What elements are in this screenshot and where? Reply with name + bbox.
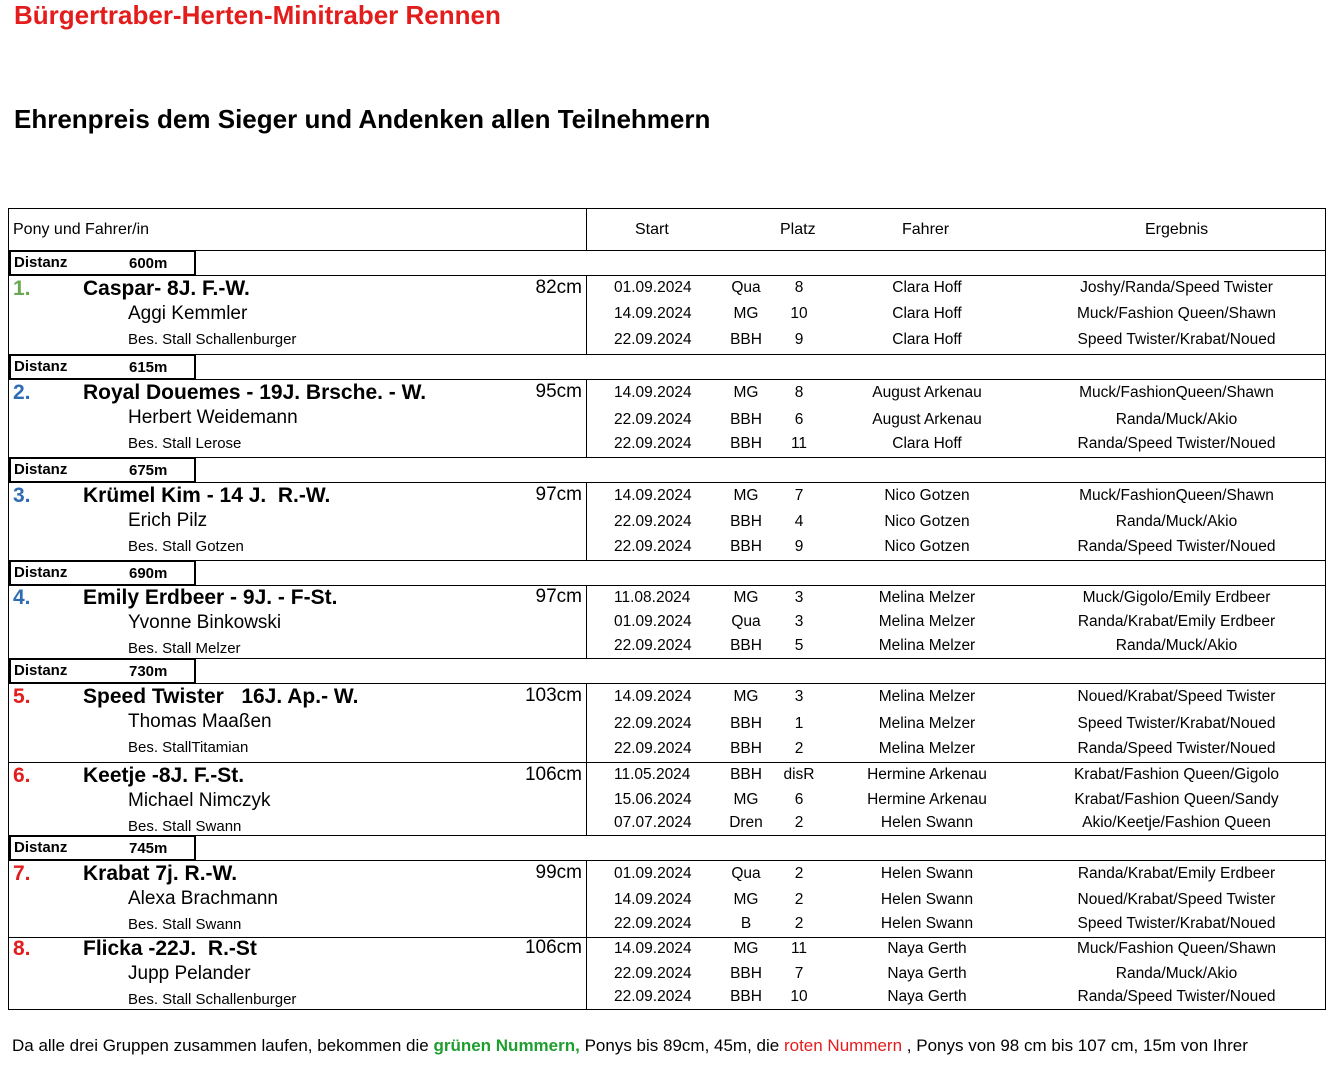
distance-row <box>9 658 1325 684</box>
race-type: BBH <box>730 740 762 757</box>
race-type: MG <box>733 688 759 705</box>
race-date: 07.07.2024 <box>614 814 692 831</box>
distance-label: Distanz <box>14 564 68 581</box>
rank-number: 7. <box>13 862 31 885</box>
distance-row <box>9 457 1325 483</box>
race-type: Qua <box>731 613 761 630</box>
race-type: BBH <box>730 715 762 732</box>
race-type: B <box>740 915 752 932</box>
results-table <box>8 208 1326 1010</box>
race-driver: Naya Gerth <box>887 988 967 1005</box>
race-date: 01.09.2024 <box>614 279 692 296</box>
race-result: Speed Twister/Krabat/Noued <box>1077 915 1276 932</box>
race-result: Randa/Muck/Akio <box>1115 965 1238 982</box>
race-date: 15.06.2024 <box>614 791 692 808</box>
race-driver: Clara Hoff <box>892 305 962 322</box>
race-driver: Nico Gotzen <box>884 513 970 530</box>
distance-label: Distanz <box>14 461 68 478</box>
race-place: 11 <box>790 940 808 957</box>
rank-number: 6. <box>13 764 31 787</box>
race-type: BBH <box>730 637 762 654</box>
race-date: 14.09.2024 <box>614 940 692 957</box>
horse-driver: Erich Pilz <box>128 510 208 531</box>
distance-box <box>9 250 196 276</box>
race-place: 3 <box>794 613 804 630</box>
race-date: 22.09.2024 <box>614 538 692 555</box>
race-result: Noued/Krabat/Speed Twister <box>1077 891 1276 908</box>
race-place: 2 <box>794 814 804 831</box>
horse-height: 95cm <box>535 381 582 402</box>
document-subtitle: Ehrenpreis dem Sieger und Andenken allen Teilnehmern <box>14 104 711 134</box>
horse-driver: Herbert Weidemann <box>128 407 298 428</box>
footer-text-2: Ponys bis 89cm, 45m, die <box>579 1036 784 1055</box>
distance-box <box>9 560 196 586</box>
race-result: Randa/Krabat/Emily Erdbeer <box>1077 865 1276 882</box>
footer-text-1: Da alle drei Gruppen zusammen laufen, bekommen die <box>12 1036 434 1055</box>
group-separator <box>9 762 1325 763</box>
race-place: 2 <box>794 915 804 932</box>
race-driver: Clara Hoff <box>892 331 962 348</box>
race-driver: Nico Gotzen <box>884 487 970 504</box>
distance-row <box>9 835 1325 861</box>
horse-name: Keetje -8J. F.-St. <box>83 764 245 787</box>
row-separator <box>9 354 1325 355</box>
horse-owner: Bes. Stall Melzer <box>128 640 241 657</box>
race-result: Randa/Speed Twister/Noued <box>1077 435 1276 452</box>
race-driver: Helen Swann <box>880 891 974 908</box>
race-date: 14.09.2024 <box>614 487 692 504</box>
horse-name: Speed Twister 16J. Ap.- W. <box>83 685 359 708</box>
horse-name: Royal Douemes - 19J. Brsche. - W. <box>83 381 427 404</box>
horse-height: 106cm <box>524 937 582 958</box>
distance-label: Distanz <box>14 839 68 856</box>
horse-name: Krabat 7j. R.-W. <box>83 862 238 885</box>
race-place: 6 <box>794 791 804 808</box>
race-type: Dren <box>729 814 763 831</box>
distance-box <box>9 835 196 861</box>
race-result: Krabat/Fashion Queen/Gigolo <box>1073 766 1280 783</box>
horse-owner: Bes. Stall Gotzen <box>128 538 244 555</box>
race-type: BBH <box>730 411 762 428</box>
race-type: BBH <box>730 988 762 1005</box>
horse-height: 99cm <box>535 862 582 883</box>
distance-value: 745m <box>129 840 168 857</box>
race-type: BBH <box>730 513 762 530</box>
distance-label: Distanz <box>14 254 68 271</box>
race-driver: Hermine Arkenau <box>867 766 987 783</box>
race-date: 22.09.2024 <box>614 715 692 732</box>
horse-owner: Bes. Stall Schallenburger <box>128 991 297 1008</box>
horse-name: Caspar- 8J. F.-W. <box>83 277 250 300</box>
header-start: Start <box>635 221 669 238</box>
race-date: 14.09.2024 <box>614 688 692 705</box>
distance-value: 690m <box>129 565 168 582</box>
race-place: disR <box>783 766 815 783</box>
race-type: Qua <box>731 279 761 296</box>
horse-driver: Alexa Brachmann <box>128 888 278 909</box>
race-place: 11 <box>790 435 808 452</box>
distance-value: 730m <box>129 663 168 680</box>
horse-name: Emily Erdbeer - 9J. - F-St. <box>83 586 338 609</box>
horse-owner: Bes. Stall Lerose <box>128 435 242 452</box>
distance-row <box>9 250 1325 276</box>
race-date: 22.09.2024 <box>614 988 692 1005</box>
race-result: Randa/Speed Twister/Noued <box>1077 988 1276 1005</box>
race-driver: Helen Swann <box>880 915 974 932</box>
horse-driver: Jupp Pelander <box>128 963 251 984</box>
race-result: Muck/FashionQueen/Shawn <box>1079 384 1274 401</box>
race-date: 22.09.2024 <box>614 513 692 530</box>
horse-driver: Michael Nimczyk <box>128 790 271 811</box>
race-driver: Clara Hoff <box>892 279 962 296</box>
race-driver: Melina Melzer <box>878 589 976 606</box>
race-result: Randa/Muck/Akio <box>1115 513 1238 530</box>
distance-value: 675m <box>129 462 168 479</box>
race-place: 2 <box>794 891 804 908</box>
race-driver: Naya Gerth <box>887 965 967 982</box>
horse-height: 106cm <box>524 764 582 785</box>
race-place: 2 <box>794 865 804 882</box>
document-title: Bürgertraber-Herten-Minitraber Rennen <box>14 0 501 30</box>
race-type: MG <box>733 487 759 504</box>
race-result: Randa/Muck/Akio <box>1115 637 1238 654</box>
race-result: Muck/Fashion Queen/Shawn <box>1076 940 1277 957</box>
rank-number: 2. <box>13 381 31 404</box>
row-separator <box>9 658 1325 659</box>
race-type: BBH <box>730 435 762 452</box>
race-type: MG <box>733 940 759 957</box>
distance-row <box>9 560 1325 586</box>
header-ergebnis: Ergebnis <box>1145 221 1209 238</box>
race-result: Muck/FashionQueen/Shawn <box>1079 487 1274 504</box>
race-date: 14.09.2024 <box>614 384 692 401</box>
row-separator <box>9 560 1325 561</box>
race-place: 3 <box>794 589 804 606</box>
race-result: Randa/Speed Twister/Noued <box>1077 740 1276 757</box>
horse-driver: Thomas Maaßen <box>128 711 272 732</box>
race-driver: Melina Melzer <box>878 613 976 630</box>
race-driver: Helen Swann <box>880 865 974 882</box>
race-date: 22.09.2024 <box>614 637 692 654</box>
race-date: 22.09.2024 <box>614 965 692 982</box>
horse-name: Krümel Kim - 14 J. R.-W. <box>83 484 331 507</box>
race-date: 22.09.2024 <box>614 915 692 932</box>
race-result: Randa/Krabat/Emily Erdbeer <box>1077 613 1276 630</box>
race-result: Speed Twister/Krabat/Noued <box>1077 331 1276 348</box>
distance-label: Distanz <box>14 358 68 375</box>
race-date: 22.09.2024 <box>614 435 692 452</box>
race-driver: Hermine Arkenau <box>867 791 987 808</box>
race-place: 3 <box>794 688 804 705</box>
distance-row <box>9 354 1325 380</box>
header-pony: Pony und Fahrer/in <box>13 221 150 238</box>
race-date: 22.09.2024 <box>614 411 692 428</box>
horse-owner: Bes. Stall Swann <box>128 818 242 835</box>
race-place: 4 <box>794 513 804 530</box>
race-type: BBH <box>730 331 762 348</box>
row-separator <box>9 457 1325 458</box>
rank-number: 8. <box>13 937 31 960</box>
race-place: 10 <box>790 305 808 322</box>
race-place: 2 <box>794 740 804 757</box>
horse-owner: Bes. StallTitamian <box>128 739 249 756</box>
race-result: Noued/Krabat/Speed Twister <box>1077 688 1276 705</box>
race-date: 22.09.2024 <box>614 740 692 757</box>
horse-owner: Bes. Stall Schallenburger <box>128 331 297 348</box>
race-place: 8 <box>794 384 804 401</box>
rank-number: 3. <box>13 484 31 507</box>
race-driver: Helen Swann <box>880 814 974 831</box>
rank-number: 1. <box>13 277 31 300</box>
race-result: Joshy/Randa/Speed Twister <box>1080 279 1273 296</box>
race-driver: Melina Melzer <box>878 688 976 705</box>
race-place: 9 <box>794 331 804 348</box>
distance-box <box>9 457 196 483</box>
table-header <box>9 209 1325 251</box>
race-result: Akio/Keetje/Fashion Queen <box>1082 814 1271 831</box>
horse-height: 97cm <box>535 484 582 505</box>
race-type: BBH <box>730 538 762 555</box>
race-place: 6 <box>794 411 804 428</box>
horse-driver: Yvonne Binkowski <box>128 612 282 633</box>
race-date: 14.09.2024 <box>614 305 692 322</box>
distance-box <box>9 658 196 684</box>
distance-value: 600m <box>129 255 168 272</box>
horse-height: 97cm <box>535 586 582 607</box>
race-driver: Naya Gerth <box>887 940 967 957</box>
race-date: 01.09.2024 <box>614 865 692 882</box>
race-result: Muck/Fashion Queen/Shawn <box>1076 305 1277 322</box>
footer-note <box>12 1036 1248 1056</box>
rank-number: 5. <box>13 685 31 708</box>
race-type: MG <box>733 305 759 322</box>
race-type: Qua <box>731 865 761 882</box>
rank-number: 4. <box>13 586 31 609</box>
distance-value: 615m <box>129 359 168 376</box>
race-place: 9 <box>794 538 804 555</box>
race-type: BBH <box>730 965 762 982</box>
horse-height: 103cm <box>524 685 582 706</box>
race-type: MG <box>733 791 759 808</box>
distance-label: Distanz <box>14 662 68 679</box>
race-result: Randa/Muck/Akio <box>1115 411 1238 428</box>
footer-text-3: , Ponys von 98 cm bis 107 cm, 15m von Ihrer <box>902 1036 1248 1055</box>
race-result: Krabat/Fashion Queen/Sandy <box>1074 791 1279 808</box>
race-driver: Nico Gotzen <box>884 538 970 555</box>
horse-owner: Bes. Stall Swann <box>128 916 242 933</box>
race-type: MG <box>733 589 759 606</box>
race-result: Muck/Gigolo/Emily Erdbeer <box>1082 589 1271 606</box>
race-type: BBH <box>730 766 762 783</box>
race-date: 11.05.2024 <box>614 766 691 783</box>
race-driver: Melina Melzer <box>878 715 976 732</box>
race-place: 1 <box>794 715 804 732</box>
footer-red-numbers: roten Nummern <box>783 1036 903 1055</box>
race-driver: August Arkenau <box>872 411 982 428</box>
race-place: 8 <box>794 279 804 296</box>
header-platz: Platz <box>780 221 816 238</box>
header-fahrer: Fahrer <box>902 221 950 238</box>
race-type: MG <box>733 891 759 908</box>
race-driver: Melina Melzer <box>878 740 976 757</box>
race-date: 14.09.2024 <box>614 891 692 908</box>
footer-green-numbers: grünen Nummern, <box>433 1036 580 1055</box>
race-date: 11.08.2024 <box>614 589 691 606</box>
race-place: 10 <box>790 988 808 1005</box>
race-driver: August Arkenau <box>872 384 982 401</box>
race-driver: Melina Melzer <box>878 637 976 654</box>
race-result: Randa/Speed Twister/Noued <box>1077 538 1276 555</box>
horse-name: Flicka -22J. R.-St <box>83 937 257 960</box>
race-result: Speed Twister/Krabat/Noued <box>1077 715 1276 732</box>
race-place: 5 <box>794 637 804 654</box>
race-place: 7 <box>794 965 804 982</box>
race-date: 01.09.2024 <box>614 613 692 630</box>
race-place: 7 <box>794 487 804 504</box>
race-type: MG <box>733 384 759 401</box>
horse-height: 82cm <box>535 277 582 298</box>
distance-box <box>9 354 196 380</box>
horse-driver: Aggi Kemmler <box>128 303 248 324</box>
race-driver: Clara Hoff <box>892 435 962 452</box>
race-date: 22.09.2024 <box>614 331 692 348</box>
